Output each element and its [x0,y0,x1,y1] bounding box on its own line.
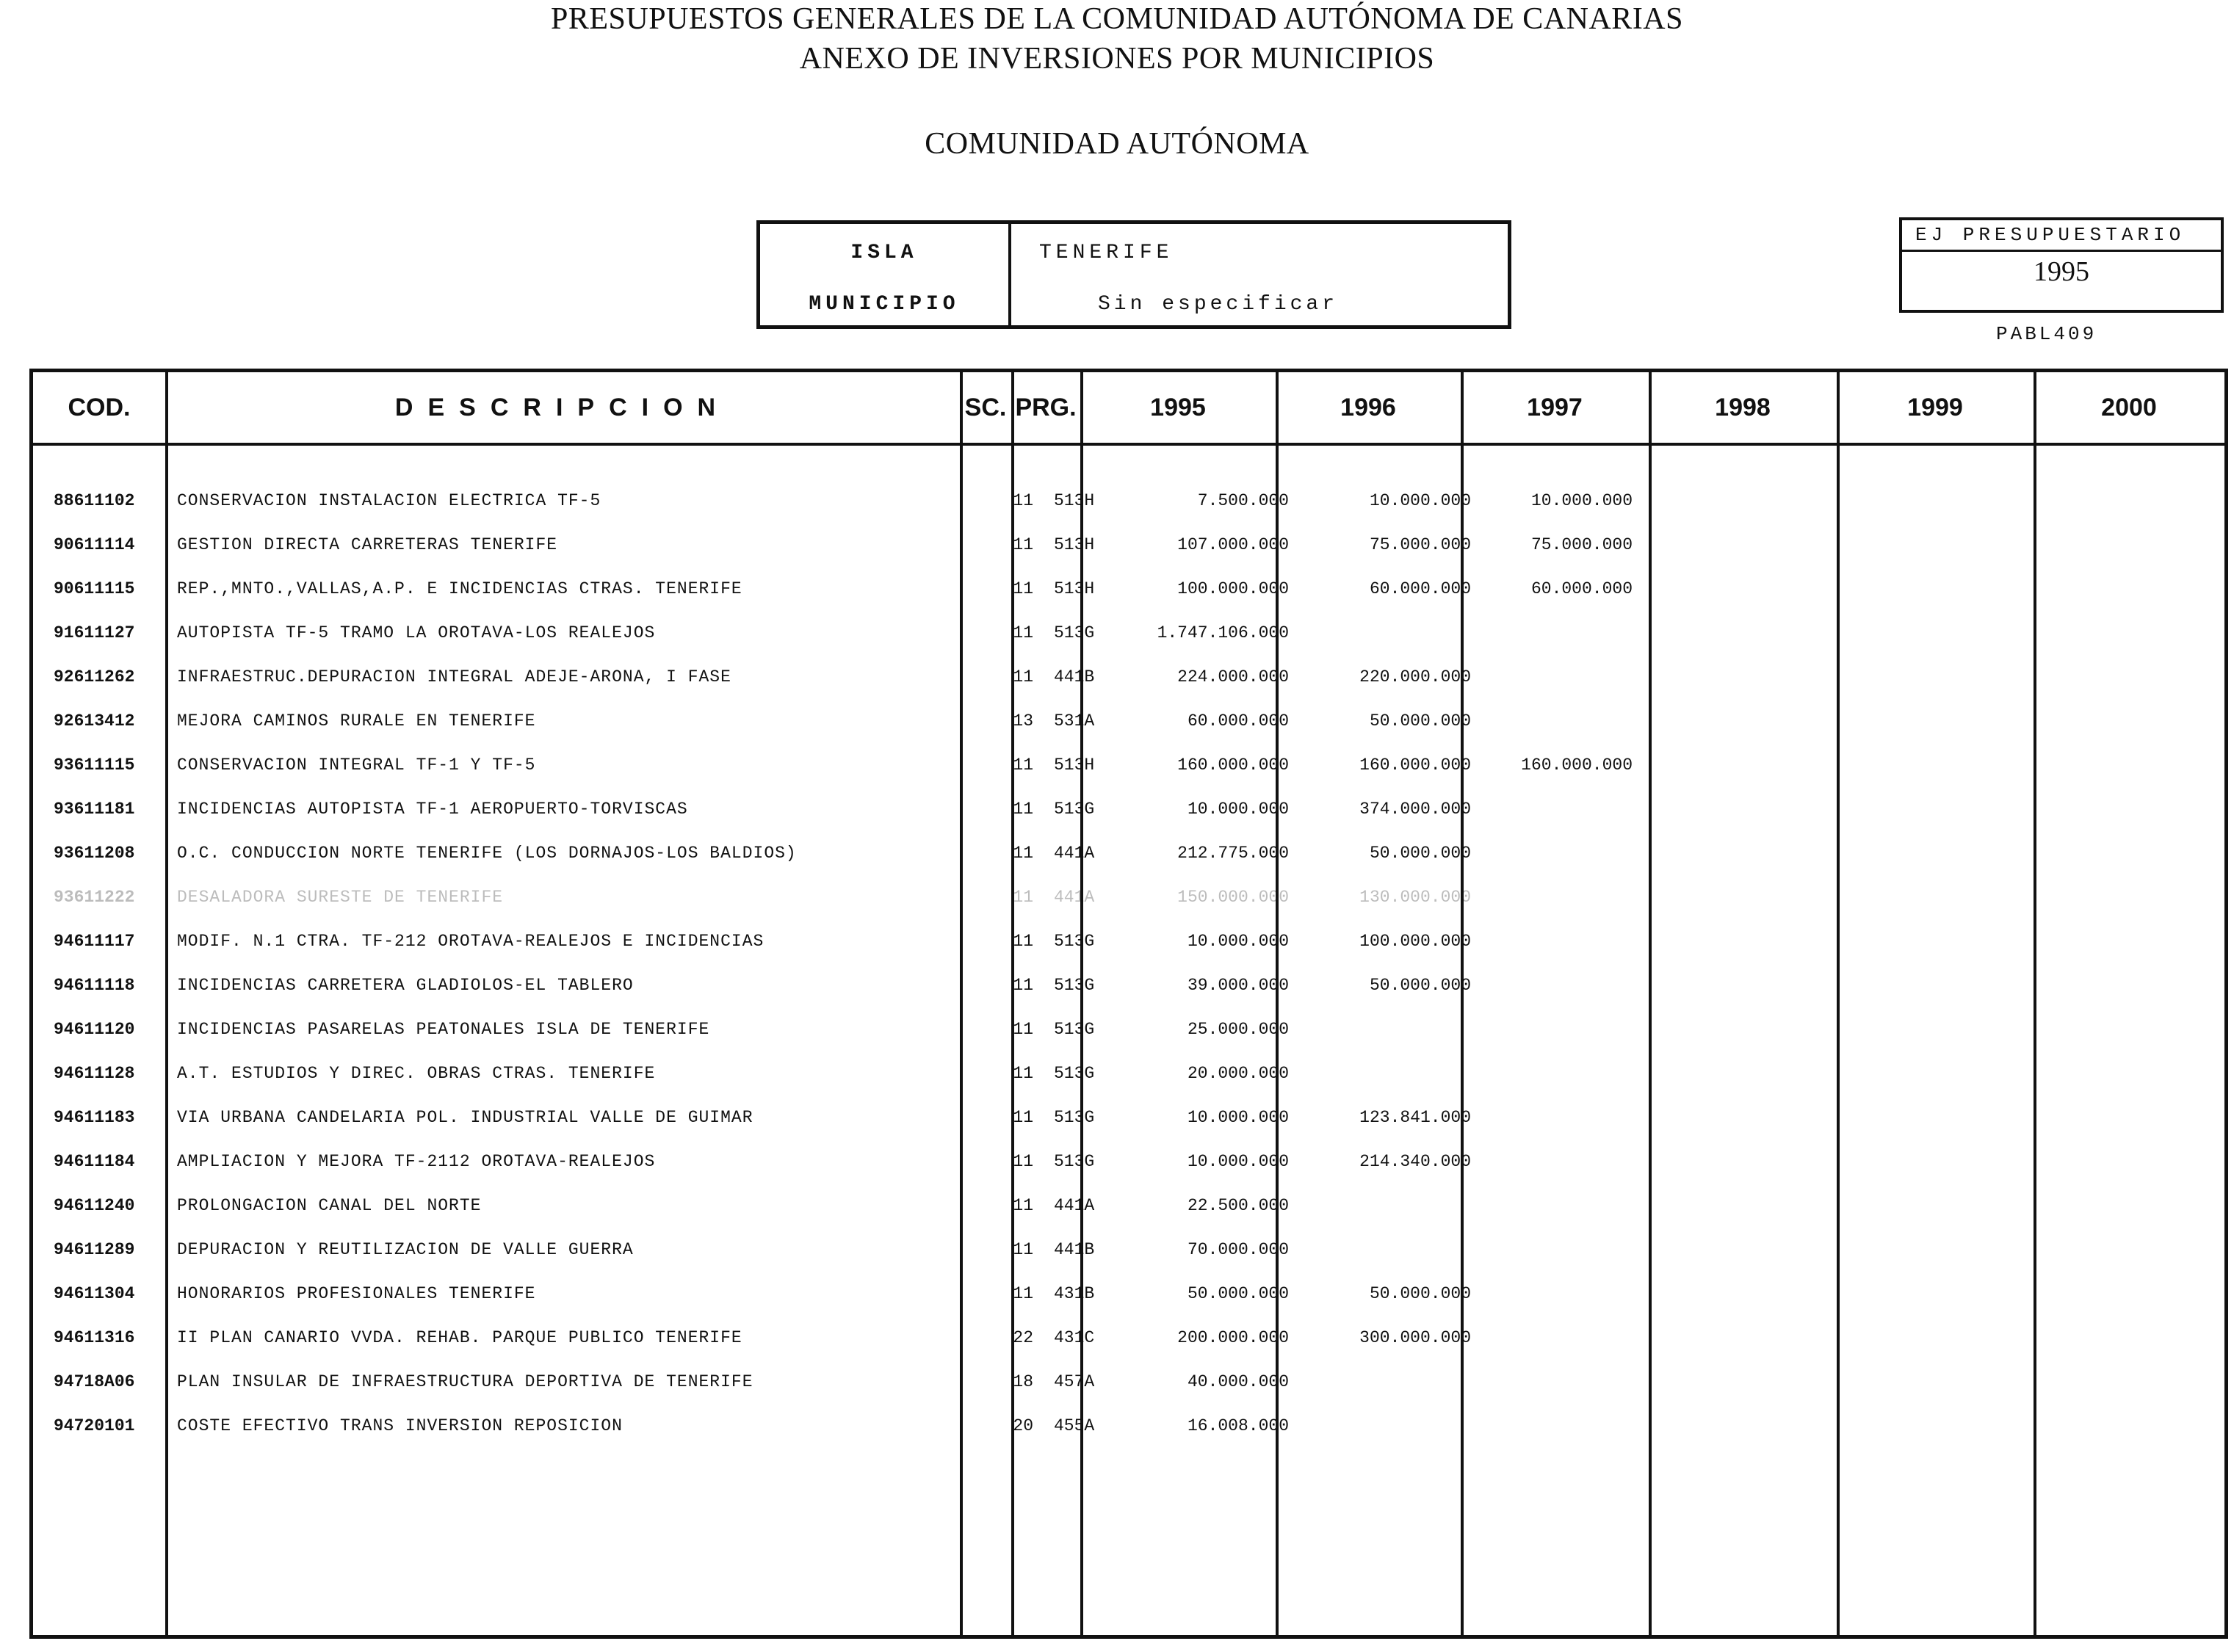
cell-cod: 90611115 [54,579,135,598]
table-row [33,788,2224,830]
cell-sc: 11 [1013,844,1033,863]
cell-1995: 50.000.000 [1187,1284,1289,1303]
cell-1997 [1480,1228,1633,1271]
cell-descripcion: INCIDENCIAS AUTOPISTA TF-1 AEROPUERTO-TORVISCAS [177,800,688,819]
cell-sc: 11 [1013,1064,1033,1083]
cell-1996: 50.000.000 [1369,844,1471,863]
cell-sc: 11 [1013,932,1033,951]
cell-1995: 224.000.000 [1177,667,1289,686]
table-row [33,744,2224,786]
cell-descripcion: INCIDENCIAS CARRETERA GLADIOLOS-EL TABLERO [177,976,634,995]
cell-1996: 123.841.000 [1359,1108,1471,1127]
isla-label: ISLA [850,242,918,264]
cell-cod: 94611117 [54,932,135,951]
table-row [33,1405,2224,1447]
cell-prg: 513H [1054,756,1095,775]
cell-1995: 1.747.106.000 [1157,623,1289,642]
cell-descripcion: MODIF. N.1 CTRA. TF-212 OROTAVA-REALEJOS E INCIDENCIAS [177,932,764,951]
cell-1996: 374.000.000 [1359,800,1471,819]
section-title: COMUNIDAD AUTÓNOMA [925,127,1309,161]
cell-1997 [1480,920,1633,963]
cell-prg: 513H [1054,491,1095,510]
cell-1997 [1480,1096,1633,1139]
cell-prg: 441A [1054,888,1095,907]
cell-prg: 531A [1054,711,1095,731]
cell-descripcion: INCIDENCIAS PASARELAS PEATONALES ISLA DE TENERIFE [177,1020,710,1039]
cell-descripcion: DEPURACION Y REUTILIZACION DE VALLE GUERRA [177,1240,634,1259]
cell-1995: 10.000.000 [1187,932,1289,951]
cell-sc: 11 [1013,1240,1033,1259]
cell-prg: 513G [1054,1152,1095,1171]
cell-sc: 18 [1013,1372,1033,1391]
table-row [33,1272,2224,1315]
location-box [756,220,1511,329]
cell-sc: 13 [1013,711,1033,731]
cell-sc: 22 [1013,1328,1033,1347]
document-subtitle: ANEXO DE INVERSIONES POR MUNICIPIOS [799,42,1435,76]
cell-1997 [1480,1184,1633,1227]
cell-cod: 93611115 [54,756,135,775]
cell-cod: 94611118 [54,976,135,995]
cell-1997: 10.000.000 [1530,491,1633,510]
cell-1996 [1296,1184,1471,1227]
cell-1995: 60.000.000 [1187,711,1289,731]
cell-descripcion: INFRAESTRUC.DEPURACION INTEGRAL ADEJE-ARONA, I FASE [177,667,731,686]
cell-1997 [1480,964,1633,1007]
cell-cod: 94611120 [54,1020,135,1039]
cell-sc: 11 [1013,623,1033,642]
cell-prg: 441B [1054,1240,1095,1259]
cell-1995: 10.000.000 [1187,1108,1289,1127]
cell-prg: 431B [1054,1284,1095,1303]
cell-1995: 212.775.000 [1177,844,1289,863]
ejercicio-label: EJ PRESUPUESTARIO [1902,220,2221,252]
cell-descripcion: COSTE EFECTIVO TRANS INVERSION REPOSICION [177,1416,623,1435]
col-header-descripcion: DESCRIPCION [394,394,731,421]
cell-sc: 11 [1013,1196,1033,1215]
table-row [33,832,2224,874]
table-row [33,1228,2224,1271]
isla-value: TENERIFE [1039,242,1174,264]
cell-descripcion: II PLAN CANARIO VVDA. REHAB. PARQUE PUBLICO TENERIFE [177,1328,742,1347]
col-header-prg: PRG. [1015,394,1077,421]
cell-1997: 60.000.000 [1530,579,1633,598]
cell-sc: 11 [1013,800,1033,819]
cell-descripcion: PROLONGACION CANAL DEL NORTE [177,1196,482,1215]
cell-cod: 94611184 [54,1152,135,1171]
cell-prg: 441A [1054,844,1095,863]
cell-1996 [1296,1228,1471,1271]
cell-1996: 214.340.000 [1359,1152,1471,1171]
cell-sc: 11 [1013,491,1033,510]
table-row [33,1184,2224,1227]
cell-1996 [1296,1052,1471,1095]
cell-descripcion: VIA URBANA CANDELARIA POL. INDUSTRIAL VALLE DE GUIMAR [177,1108,753,1127]
cell-1997 [1480,1316,1633,1359]
col-header-1995: 1995 [1150,394,1206,421]
cell-1997 [1480,876,1633,919]
cell-1996: 130.000.000 [1359,888,1471,907]
municipio-label: MUNICIPIO [809,293,960,316]
cell-cod: 92613412 [54,711,135,731]
cell-1997 [1480,612,1633,654]
cell-sc: 11 [1013,667,1033,686]
cell-1996: 160.000.000 [1359,756,1471,775]
table-row [33,1361,2224,1403]
cell-1997 [1480,1361,1633,1403]
cell-1996: 50.000.000 [1369,976,1471,995]
cell-1995: 160.000.000 [1177,756,1289,775]
table-row [33,920,2224,963]
cell-prg: 441B [1054,667,1095,686]
col-header-1999: 1999 [1907,394,1963,421]
cell-cod: 93611208 [54,844,135,863]
table-row [33,568,2224,610]
table-row [33,479,2224,522]
cell-prg: 513H [1054,535,1095,554]
cell-1996: 220.000.000 [1359,667,1471,686]
cell-descripcion: CONSERVACION INTEGRAL TF-1 Y TF-5 [177,756,536,775]
cell-1996: 50.000.000 [1369,1284,1471,1303]
cell-cod: 90611114 [54,535,135,554]
col-header-2000: 2000 [2101,394,2157,421]
cell-sc: 11 [1013,535,1033,554]
cell-prg: 513G [1054,623,1095,642]
cell-descripcion: A.T. ESTUDIOS Y DIREC. OBRAS CTRAS. TENERIFE [177,1064,656,1083]
cell-1996: 100.000.000 [1359,932,1471,951]
cell-cod: 88611102 [54,491,135,510]
cell-cod: 94611304 [54,1284,135,1303]
cell-sc: 11 [1013,1108,1033,1127]
cell-1996: 60.000.000 [1369,579,1471,598]
cell-cod: 94611183 [54,1108,135,1127]
cell-1995: 70.000.000 [1187,1240,1289,1259]
cell-cod: 94718A06 [54,1372,135,1391]
table-row [33,524,2224,566]
cell-1995: 10.000.000 [1187,800,1289,819]
cell-1995: 100.000.000 [1177,579,1289,598]
cell-descripcion: CONSERVACION INSTALACION ELECTRICA TF-5 [177,491,601,510]
cell-1995: 39.000.000 [1187,976,1289,995]
cell-1995: 16.008.000 [1187,1416,1289,1435]
col-header-1997: 1997 [1527,394,1583,421]
cell-prg: 513G [1054,976,1095,995]
cell-cod: 94611289 [54,1240,135,1259]
cell-cod: 91611127 [54,623,135,642]
cell-1995: 200.000.000 [1177,1328,1289,1347]
cell-1996: 50.000.000 [1369,711,1471,731]
cell-cod: 93611181 [54,800,135,819]
table-row [33,964,2224,1007]
investments-table [29,369,2228,1639]
cell-prg: 457A [1054,1372,1095,1391]
municipio-value: Sin especificar [1098,293,1339,316]
cell-sc: 11 [1013,1152,1033,1171]
cell-cod: 93611222 [54,888,135,907]
cell-cod: 94611240 [54,1196,135,1215]
cell-prg: 513G [1054,932,1095,951]
cell-descripcion: GESTION DIRECTA CARRETERAS TENERIFE [177,535,558,554]
cell-1995: 150.000.000 [1177,888,1289,907]
report-code: PABL409 [1996,323,2097,345]
cell-cod: 94611128 [54,1064,135,1083]
cell-descripcion: AUTOPISTA TF-5 TRAMO LA OROTAVA-LOS REALEJOS [177,623,656,642]
cell-1996 [1296,1405,1471,1447]
cell-prg: 513H [1054,579,1095,598]
cell-1996 [1296,1008,1471,1051]
table-row [33,700,2224,742]
document-title: PRESUPUESTOS GENERALES DE LA COMUNIDAD AUTÓNOMA DE CANARIAS [550,2,1683,36]
cell-1996: 300.000.000 [1359,1328,1471,1347]
cell-descripcion: O.C. CONDUCCION NORTE TENERIFE (LOS DORNAJOS-LOS BALDIOS) [177,844,797,863]
cell-sc: 11 [1013,888,1033,907]
cell-1996: 75.000.000 [1369,535,1471,554]
table-row [33,1096,2224,1139]
cell-descripcion: HONORARIOS PROFESIONALES TENERIFE [177,1284,536,1303]
cell-1995: 107.000.000 [1177,535,1289,554]
cell-descripcion: DESALADORA SURESTE DE TENERIFE [177,888,504,907]
cell-1995: 22.500.000 [1187,1196,1289,1215]
ejercicio-year: 1995 [2034,256,2089,287]
table-row [33,1052,2224,1095]
cell-1997 [1480,656,1633,698]
cell-cod: 92611262 [54,667,135,686]
cell-prg: 513G [1054,1020,1095,1039]
cell-descripcion: MEJORA CAMINOS RURALE EN TENERIFE [177,711,536,731]
cell-descripcion: PLAN INSULAR DE INFRAESTRUCTURA DEPORTIVA DE TENERIFE [177,1372,753,1391]
cell-descripcion: REP.,MNTO.,VALLAS,A.P. E INCIDENCIAS CTRAS. TENERIFE [177,579,742,598]
cell-1997 [1480,1008,1633,1051]
cell-1997 [1480,1052,1633,1095]
ejercicio-box [1899,217,2224,313]
cell-descripcion: AMPLIACION Y MEJORA TF-2112 OROTAVA-REALEJOS [177,1152,656,1171]
cell-1997: 75.000.000 [1530,535,1633,554]
cell-prg: 441A [1054,1196,1095,1215]
cell-sc: 11 [1013,976,1033,995]
cell-sc: 11 [1013,1020,1033,1039]
cell-1997 [1480,1140,1633,1183]
cell-1995: 10.000.000 [1187,1152,1289,1171]
table-row [33,1008,2224,1051]
location-box-divider [1008,224,1011,325]
table-row [33,656,2224,698]
table-row [33,1140,2224,1183]
cell-1996: 10.000.000 [1369,491,1471,510]
table-row-faded [33,876,2224,919]
cell-prg: 455A [1054,1416,1095,1435]
cell-prg: 513G [1054,800,1095,819]
col-header-1998: 1998 [1715,394,1771,421]
cell-sc: 20 [1013,1416,1033,1435]
cell-1995: 7.500.000 [1197,491,1289,510]
table-row [33,1316,2224,1359]
cell-sc: 11 [1013,1284,1033,1303]
cell-cod: 94720101 [54,1416,135,1435]
cell-sc: 11 [1013,756,1033,775]
cell-1995: 40.000.000 [1187,1372,1289,1391]
cell-prg: 431C [1054,1328,1095,1347]
table-row [33,612,2224,654]
cell-1997 [1480,700,1633,742]
cell-prg: 513G [1054,1064,1095,1083]
cell-1997 [1480,1405,1633,1447]
cell-prg: 513G [1054,1108,1095,1127]
cell-1996 [1296,1361,1471,1403]
cell-1997: 160.000.000 [1521,756,1633,775]
cell-1995: 20.000.000 [1187,1064,1289,1083]
cell-cod: 94611316 [54,1328,135,1347]
col-header-sc: SC. [964,394,1007,421]
cell-1997 [1480,832,1633,874]
header-separator [33,443,2224,446]
cell-1997 [1480,788,1633,830]
col-header-cod: COD. [68,394,131,421]
cell-1995: 25.000.000 [1187,1020,1289,1039]
cell-1997 [1480,1272,1633,1315]
cell-sc: 11 [1013,579,1033,598]
cell-1996 [1296,612,1471,654]
col-header-1996: 1996 [1340,394,1396,421]
